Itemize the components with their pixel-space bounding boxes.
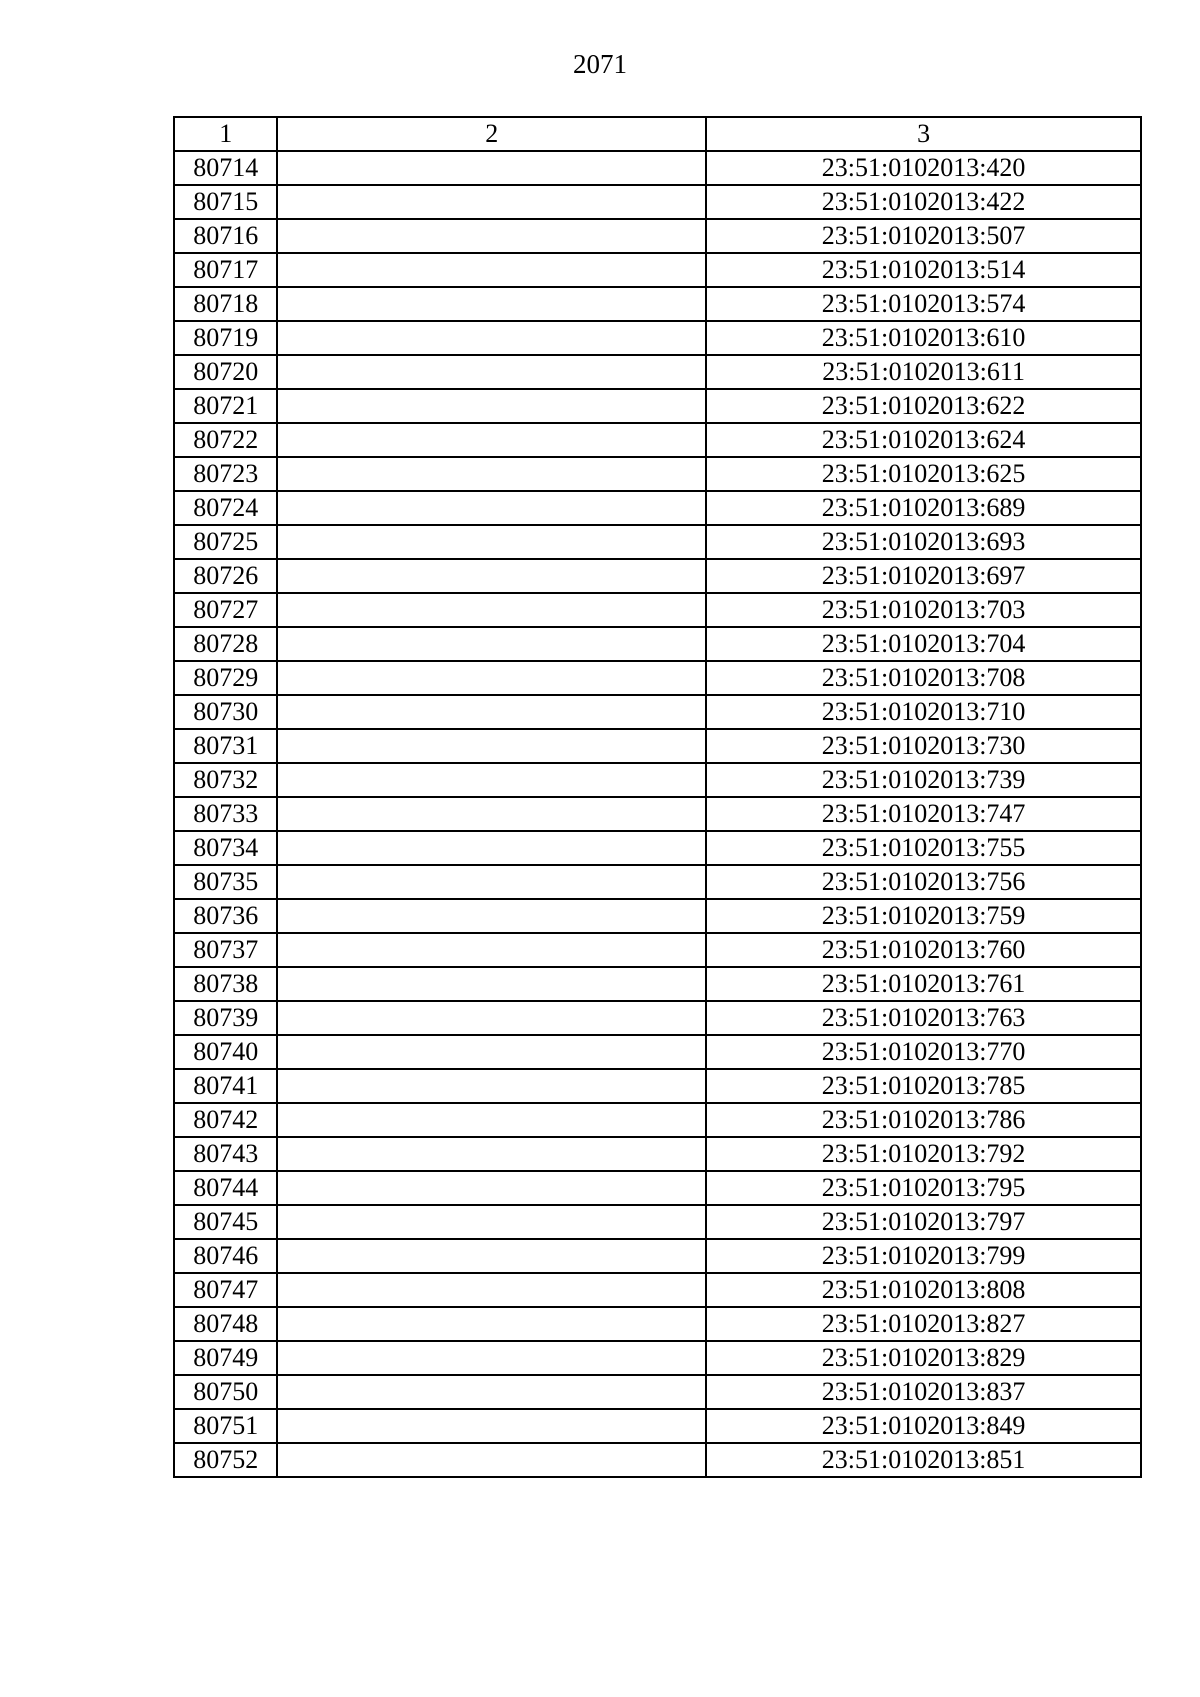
- table-row: [174, 967, 1141, 1001]
- cadastral-number-cell: 23:51:0102013:747: [706, 797, 1141, 831]
- row-number-cell: 80727: [174, 593, 277, 627]
- empty-cell: [277, 525, 706, 559]
- empty-cell: [277, 627, 706, 661]
- table-row: [174, 797, 1141, 831]
- cadastral-number-cell: 23:51:0102013:574: [706, 287, 1141, 321]
- empty-cell: [277, 865, 706, 899]
- row-number-cell: 80714: [174, 151, 277, 185]
- table-row: [174, 1443, 1141, 1477]
- row-number-cell: 80741: [174, 1069, 277, 1103]
- cadastral-number-cell: 23:51:0102013:704: [706, 627, 1141, 661]
- cadastral-number-cell: 23:51:0102013:760: [706, 933, 1141, 967]
- empty-cell: [277, 185, 706, 219]
- table-row: [174, 423, 1141, 457]
- cadastral-number-cell: 23:51:0102013:611: [706, 355, 1141, 389]
- cadastral-number-cell: 23:51:0102013:514: [706, 253, 1141, 287]
- cadastral-number-cell: 23:51:0102013:792: [706, 1137, 1141, 1171]
- empty-cell: [277, 933, 706, 967]
- row-number-cell: 80749: [174, 1341, 277, 1375]
- empty-cell: [277, 967, 706, 1001]
- cadastral-number-cell: 23:51:0102013:693: [706, 525, 1141, 559]
- empty-cell: [277, 763, 706, 797]
- row-number-cell: 80746: [174, 1239, 277, 1273]
- table-row: [174, 389, 1141, 423]
- cadastral-number-cell: 23:51:0102013:710: [706, 695, 1141, 729]
- table-row: [174, 1171, 1141, 1205]
- cadastral-number-cell: 23:51:0102013:622: [706, 389, 1141, 423]
- table-row: [174, 287, 1141, 321]
- empty-cell: [277, 1035, 706, 1069]
- cadastral-number-cell: 23:51:0102013:697: [706, 559, 1141, 593]
- empty-cell: [277, 457, 706, 491]
- table-row: [174, 253, 1141, 287]
- empty-cell: [277, 423, 706, 457]
- empty-cell: [277, 1171, 706, 1205]
- row-number-cell: 80731: [174, 729, 277, 763]
- empty-cell: [277, 1069, 706, 1103]
- row-number-cell: 80751: [174, 1409, 277, 1443]
- row-number-cell: 80728: [174, 627, 277, 661]
- row-number-cell: 80744: [174, 1171, 277, 1205]
- row-number-cell: 80735: [174, 865, 277, 899]
- row-number-cell: 80723: [174, 457, 277, 491]
- row-number-cell: 80748: [174, 1307, 277, 1341]
- cadastral-number-cell: 23:51:0102013:797: [706, 1205, 1141, 1239]
- table-row: [174, 559, 1141, 593]
- cadastral-number-cell: 23:51:0102013:837: [706, 1375, 1141, 1409]
- row-number-cell: 80722: [174, 423, 277, 457]
- row-number-cell: 80720: [174, 355, 277, 389]
- table-header-row: [174, 117, 1141, 151]
- empty-cell: [277, 1001, 706, 1035]
- empty-cell: [277, 287, 706, 321]
- table-row: [174, 865, 1141, 899]
- empty-cell: [277, 729, 706, 763]
- row-number-cell: 80730: [174, 695, 277, 729]
- table-row: [174, 151, 1141, 185]
- table-row: [174, 1273, 1141, 1307]
- row-number-cell: 80738: [174, 967, 277, 1001]
- table-row: [174, 593, 1141, 627]
- table-row: [174, 525, 1141, 559]
- row-number-cell: 80742: [174, 1103, 277, 1137]
- row-number-cell: 80721: [174, 389, 277, 423]
- table-row: [174, 695, 1141, 729]
- cadastral-number-cell: 23:51:0102013:829: [706, 1341, 1141, 1375]
- row-number-cell: 80724: [174, 491, 277, 525]
- row-number-cell: 80732: [174, 763, 277, 797]
- cadastral-number-cell: 23:51:0102013:689: [706, 491, 1141, 525]
- table-row: [174, 355, 1141, 389]
- column-header-3: 3: [706, 117, 1141, 151]
- cadastral-number-cell: 23:51:0102013:785: [706, 1069, 1141, 1103]
- row-number-cell: 80733: [174, 797, 277, 831]
- row-number-cell: 80717: [174, 253, 277, 287]
- cadastral-number-cell: 23:51:0102013:507: [706, 219, 1141, 253]
- cadastral-number-cell: 23:51:0102013:624: [706, 423, 1141, 457]
- empty-cell: [277, 1307, 706, 1341]
- table-row: [174, 1137, 1141, 1171]
- row-number-cell: 80752: [174, 1443, 277, 1477]
- row-number-cell: 80718: [174, 287, 277, 321]
- row-number-cell: 80747: [174, 1273, 277, 1307]
- empty-cell: [277, 899, 706, 933]
- empty-cell: [277, 389, 706, 423]
- table-row: [174, 1341, 1141, 1375]
- table-row: [174, 219, 1141, 253]
- row-number-cell: 80745: [174, 1205, 277, 1239]
- empty-cell: [277, 253, 706, 287]
- empty-cell: [277, 321, 706, 355]
- table-row: [174, 1239, 1141, 1273]
- row-number-cell: 80743: [174, 1137, 277, 1171]
- table-row: [174, 899, 1141, 933]
- cadastral-number-cell: 23:51:0102013:827: [706, 1307, 1141, 1341]
- empty-cell: [277, 593, 706, 627]
- table-row: [174, 185, 1141, 219]
- row-number-cell: 80734: [174, 831, 277, 865]
- cadastral-number-cell: 23:51:0102013:730: [706, 729, 1141, 763]
- row-number-cell: 80716: [174, 219, 277, 253]
- cadastral-number-cell: 23:51:0102013:770: [706, 1035, 1141, 1069]
- empty-cell: [277, 219, 706, 253]
- cadastral-number-cell: 23:51:0102013:755: [706, 831, 1141, 865]
- cadastral-number-cell: 23:51:0102013:708: [706, 661, 1141, 695]
- cadastral-number-cell: 23:51:0102013:795: [706, 1171, 1141, 1205]
- cadastral-number-cell: 23:51:0102013:849: [706, 1409, 1141, 1443]
- table-row: [174, 1103, 1141, 1137]
- row-number-cell: 80737: [174, 933, 277, 967]
- empty-cell: [277, 1137, 706, 1171]
- empty-cell: [277, 1273, 706, 1307]
- table-row: [174, 1035, 1141, 1069]
- cadastral-number-cell: 23:51:0102013:851: [706, 1443, 1141, 1477]
- cadastral-number-cell: 23:51:0102013:739: [706, 763, 1141, 797]
- row-number-cell: 80725: [174, 525, 277, 559]
- empty-cell: [277, 559, 706, 593]
- table-row: [174, 321, 1141, 355]
- table-row: [174, 1375, 1141, 1409]
- table-row: [174, 1069, 1141, 1103]
- cadastral-number-cell: 23:51:0102013:799: [706, 1239, 1141, 1273]
- empty-cell: [277, 1409, 706, 1443]
- empty-cell: [277, 831, 706, 865]
- cadastral-number-cell: 23:51:0102013:786: [706, 1103, 1141, 1137]
- table-row: [174, 491, 1141, 525]
- cadastral-number-cell: 23:51:0102013:761: [706, 967, 1141, 1001]
- table-body: [174, 151, 1141, 1477]
- cadastral-number-cell: 23:51:0102013:756: [706, 865, 1141, 899]
- cadastral-number-cell: 23:51:0102013:808: [706, 1273, 1141, 1307]
- empty-cell: [277, 1443, 706, 1477]
- empty-cell: [277, 1375, 706, 1409]
- row-number-cell: 80726: [174, 559, 277, 593]
- empty-cell: [277, 491, 706, 525]
- row-number-cell: 80729: [174, 661, 277, 695]
- empty-cell: [277, 1341, 706, 1375]
- row-number-cell: 80740: [174, 1035, 277, 1069]
- cadastral-number-cell: 23:51:0102013:422: [706, 185, 1141, 219]
- empty-cell: [277, 797, 706, 831]
- empty-cell: [277, 355, 706, 389]
- cadastral-number-cell: 23:51:0102013:420: [706, 151, 1141, 185]
- table-row: [174, 831, 1141, 865]
- row-number-cell: 80750: [174, 1375, 277, 1409]
- row-number-cell: 80719: [174, 321, 277, 355]
- table-row: [174, 1409, 1141, 1443]
- row-number-cell: 80715: [174, 185, 277, 219]
- table-row: [174, 763, 1141, 797]
- cadastral-number-cell: 23:51:0102013:625: [706, 457, 1141, 491]
- register-table: [173, 116, 1142, 1478]
- table-row: [174, 729, 1141, 763]
- empty-cell: [277, 151, 706, 185]
- table-row: [174, 661, 1141, 695]
- cadastral-number-cell: 23:51:0102013:610: [706, 321, 1141, 355]
- cadastral-number-cell: 23:51:0102013:703: [706, 593, 1141, 627]
- column-header-1: 1: [174, 117, 277, 151]
- row-number-cell: 80739: [174, 1001, 277, 1035]
- table-row: [174, 1307, 1141, 1341]
- table-row: [174, 1205, 1141, 1239]
- column-header-2: 2: [277, 117, 706, 151]
- empty-cell: [277, 661, 706, 695]
- table-row: [174, 1001, 1141, 1035]
- table-row: [174, 627, 1141, 661]
- row-number-cell: 80736: [174, 899, 277, 933]
- cadastral-number-cell: 23:51:0102013:759: [706, 899, 1141, 933]
- cadastral-number-cell: 23:51:0102013:763: [706, 1001, 1141, 1035]
- table-row: [174, 933, 1141, 967]
- page-number: 2071: [573, 49, 627, 79]
- table-row: [174, 457, 1141, 491]
- empty-cell: [277, 1103, 706, 1137]
- empty-cell: [277, 1205, 706, 1239]
- empty-cell: [277, 1239, 706, 1273]
- empty-cell: [277, 695, 706, 729]
